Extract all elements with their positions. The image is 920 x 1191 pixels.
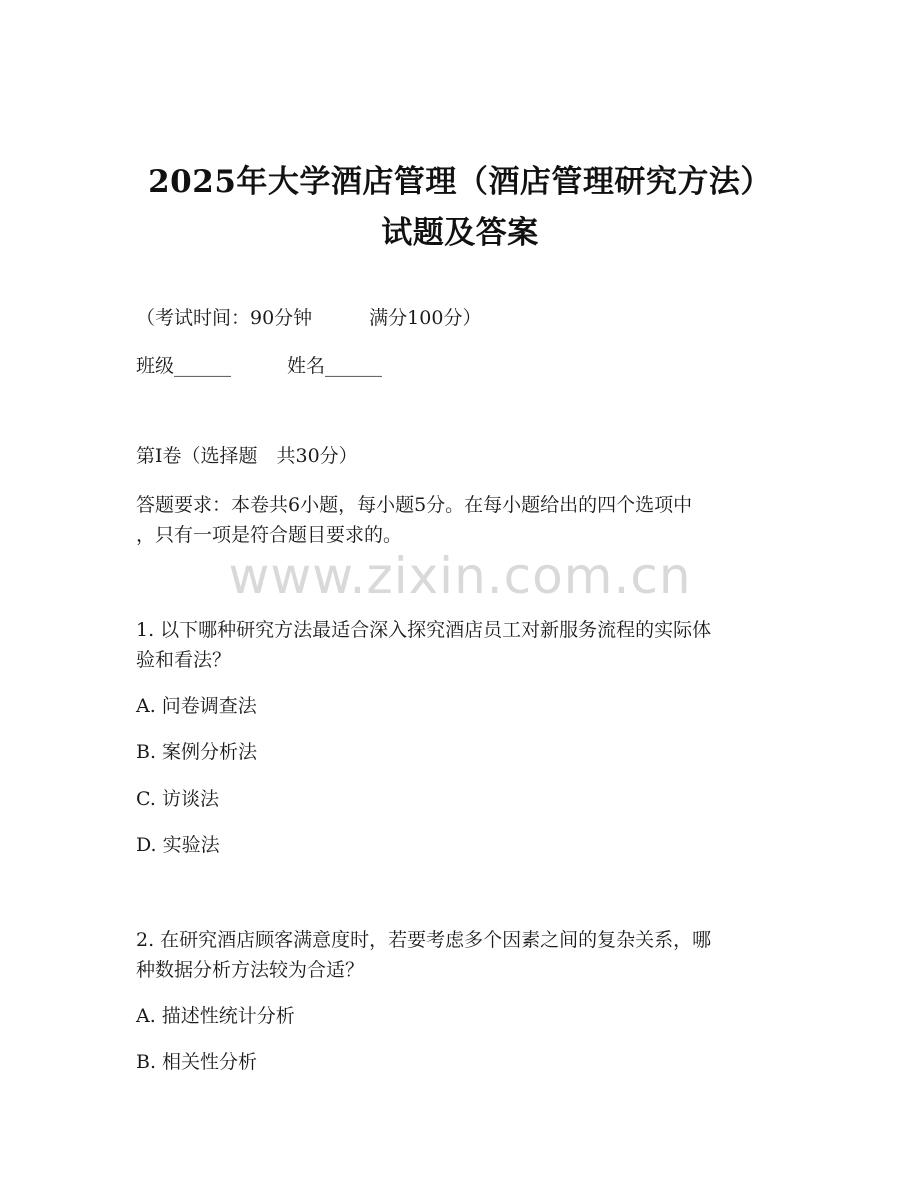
class-field: 班级______ xyxy=(136,355,232,377)
question-1-option-a: A. 问卷调查法 xyxy=(136,695,257,717)
section-heading: 第I卷（选择题 共30分） xyxy=(136,445,358,467)
question-2-option-b: B. 相关性分析 xyxy=(136,1051,258,1073)
exam-info: （考试时间：90分钟 满分100分） xyxy=(136,307,482,329)
student-info-row xyxy=(136,351,382,378)
question-1-option-c: C. 访谈法 xyxy=(136,788,219,810)
name-field: 姓名______ xyxy=(287,355,383,377)
question-1-stem-line-2: 验和看法？ xyxy=(136,649,232,671)
page-title-line-2: 试题及答案 xyxy=(381,215,539,251)
question-1-option-b: B. 案例分析法 xyxy=(136,741,258,763)
question-2-stem-line-2: 种数据分析方法较为合适？ xyxy=(136,959,365,981)
question-1-option-d: D. 实验法 xyxy=(136,834,220,856)
instructions-line-2: ，只有一项是符合题目要求的。 xyxy=(136,524,403,546)
page-title-line-1: 2025年大学酒店管理（酒店管理研究方法） xyxy=(148,164,772,200)
watermark: www.zixin.com.cn xyxy=(228,547,692,605)
question-2-stem-line-1: 2. 在研究酒店顾客满意度时，若要考虑多个因素之间的复杂关系，哪 xyxy=(136,929,712,951)
instructions-line-1: 答题要求：本卷共6小题，每小题5分。在每小题给出的四个选项中 xyxy=(136,494,693,516)
question-1-stem-line-1: 1. 以下哪种研究方法最适合深入探究酒店员工对新服务流程的实际体 xyxy=(136,619,712,641)
question-2-option-a: A. 描述性统计分析 xyxy=(136,1005,295,1027)
